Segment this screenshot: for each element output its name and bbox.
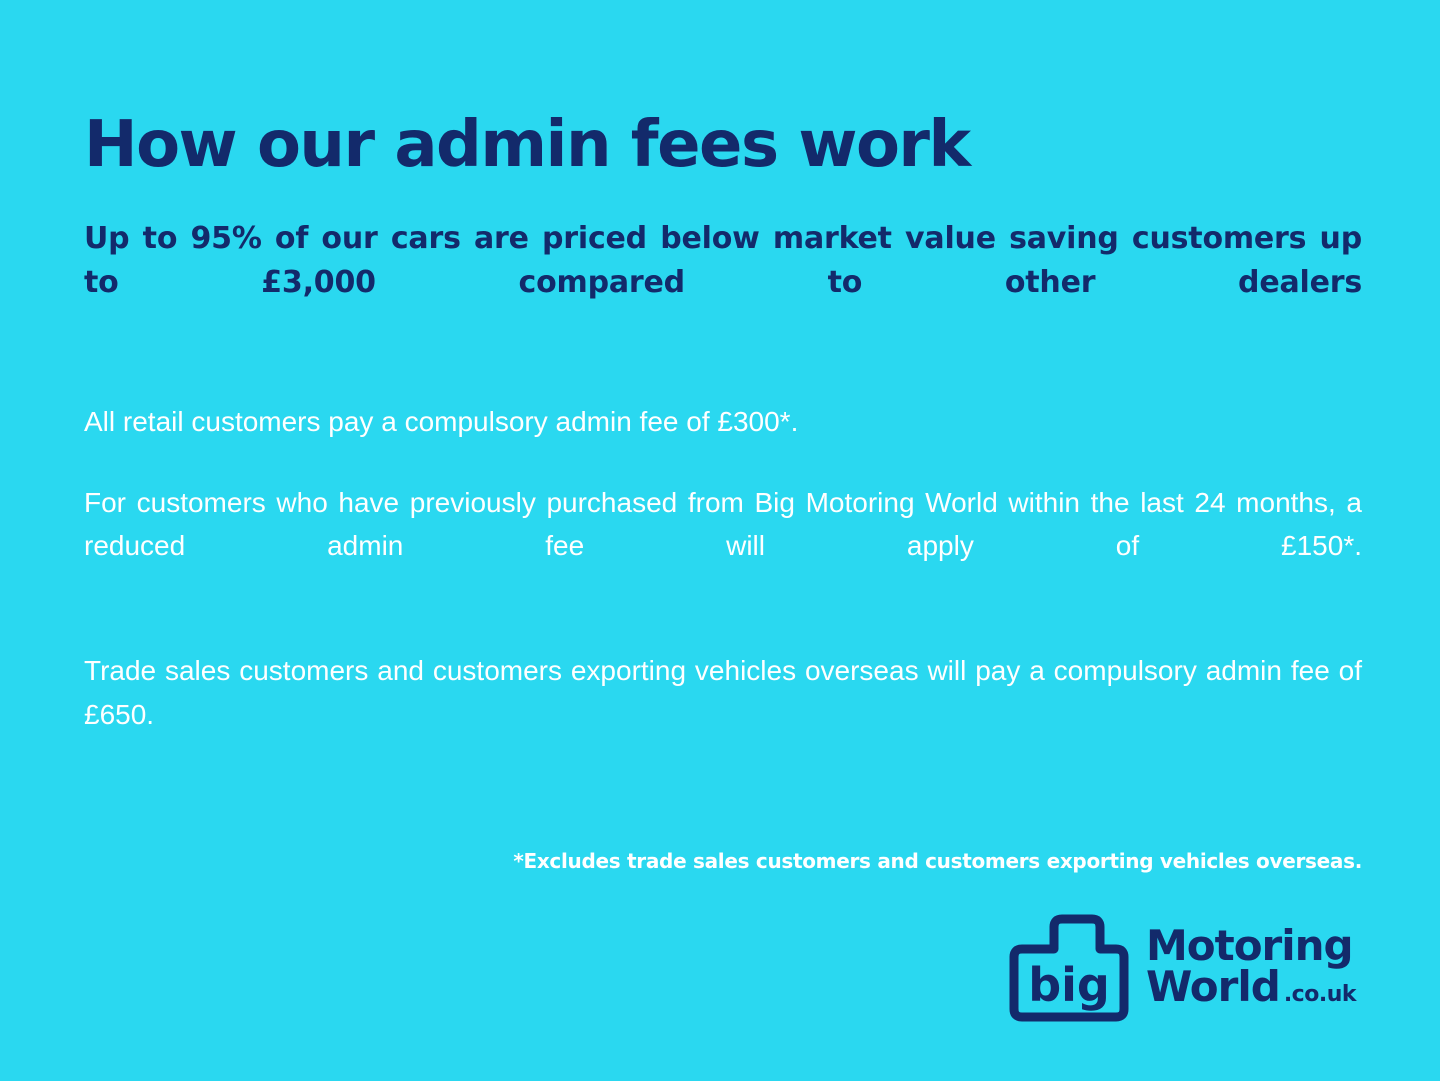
footnote: *Excludes trade sales customers and customers exporting vehicles overseas. bbox=[513, 849, 1362, 874]
brand-word-line2: World bbox=[1145, 962, 1280, 1011]
svg-text:big: big bbox=[1028, 958, 1110, 1012]
brand-wordmark bbox=[1145, 921, 1356, 1011]
spacer bbox=[84, 443, 1356, 481]
paragraph-returning-customer-fee: For customers who have previously purchased from Big Motoring World within the last 24 months, a reduced admin fee will apply of £150*. bbox=[84, 487, 1362, 562]
subheadline: Up to 95% of our cars are priced below market value saving customers up to £3,000 compared to other dealers bbox=[84, 221, 1362, 300]
big-car-icon bbox=[1004, 911, 1136, 1023]
brand-word-line1: Motoring bbox=[1145, 921, 1353, 971]
brand-domain-suffix: .co.uk bbox=[1283, 982, 1356, 1007]
brand-logo bbox=[1004, 911, 1356, 1023]
paragraph-retail-fee: All retail customers pay a compulsory admin fee of £300*. bbox=[84, 405, 799, 437]
spacer bbox=[84, 611, 1356, 649]
paragraph-trade-export-fee: Trade sales customers and customers exporting vehicles overseas will pay a compulsory admin fee of £650. bbox=[84, 655, 1362, 730]
spacer bbox=[84, 348, 1356, 400]
brand-word-line2-row bbox=[1145, 962, 1356, 1011]
page-title: How our admin fees work bbox=[84, 108, 970, 182]
